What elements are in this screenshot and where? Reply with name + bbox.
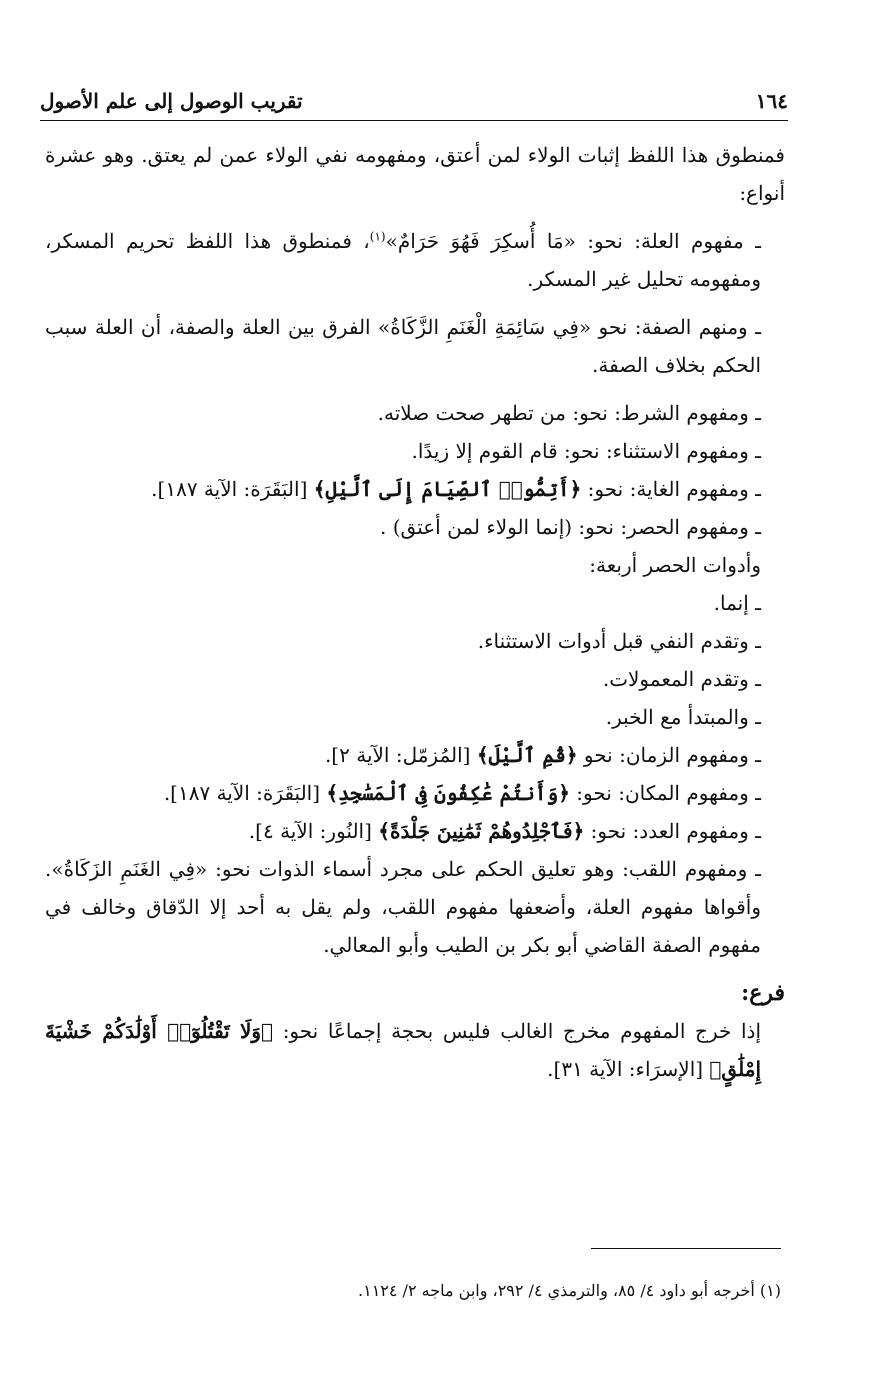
footnote-marker: (١) <box>369 229 386 244</box>
istithna-item: ـ ومفهوم الاستثناء: نحو: قام القوم إلا زيدًا. <box>411 439 761 463</box>
sifa-lead: ـ ومنهم الصفة: نحو «فِي سَائِمَةِ الْغَنَمِ الزَّكَاةُ» <box>378 315 761 339</box>
page-number: ١٦٤ <box>755 89 788 113</box>
adad-item <box>45 812 785 850</box>
makan-ref: [البَقَرَة: الآية ١٨٧]. <box>163 781 327 805</box>
intro-paragraph: فمنطوق هذا اللفظ إثبات الولاء لمن أعتق، ومفهومه نفي الولاء عمن لم يعتق. وهو عشرة أنواع: <box>45 143 785 205</box>
illa-rest: ، فمنطوق هذا اللفظ تحريم المسكر، ومفهومه تحليل غير المسكر. <box>45 229 761 291</box>
page-header <box>40 86 788 116</box>
laqab-paragraph: ـ ومفهوم اللقب: وهو تعليق الحكم على مجرد أسماء الذوات نحو: «فِي الغَنَمِ الزَكَاةُ». وأقواها مفهوم العلة، وأضعفها مفهوم اللقب، ولم يقل به أحد إلا الدّقاق وخالف في مفهوم الصفة القاضي أبو بكر بن الطيب وأبو المعالي. <box>45 857 762 957</box>
far-paragraph <box>45 1012 785 1088</box>
sifa-paragraph <box>45 308 785 384</box>
adad-ref: [النُور: الآية ٤]. <box>248 819 379 843</box>
far-ref: [الإسرَاء: الآية ٣١]. <box>547 1057 710 1081</box>
header-rule <box>40 120 788 121</box>
ghaya-item <box>45 470 785 508</box>
hasr-tool-item: ـ وتقدم النفي قبل أدوات الاستثناء. <box>477 629 761 653</box>
adad-lead: ـ ومفهوم العدد: نحو: <box>584 819 761 843</box>
far-heading: فرع: <box>741 980 785 1006</box>
sifa-rest: الفرق بين العلة والصفة، أن العلة سبب الحكم بخلاف الصفة. <box>45 315 761 377</box>
far-lead: إذا خرج المفهوم مخرج الغالب فليس بحجة إجماعًا نحو: <box>273 1019 761 1043</box>
ghaya-ayah: ﴿أَتِمُّوا۟ ٱلصِّيَامَ إِلَى ٱلَّيْلِ﴾ <box>313 477 582 501</box>
book-title: تقريب الوصول إلى علم الأصول <box>40 89 303 113</box>
zaman-ayah: ﴿قُمِ ٱلَّيْلَ﴾ <box>476 743 578 767</box>
footnote-rule <box>591 1248 781 1249</box>
illa-paragraph <box>45 222 785 298</box>
hasr-tool-item: ـ والمبتدأ مع الخبر. <box>605 705 761 729</box>
illa-lead: ـ مفهوم العلة: نحو: «مَا أُسكِرَ فَهُوَ حَرَامٌ» <box>385 229 761 253</box>
ghaya-lead: ـ ومفهوم الغاية: نحو: <box>581 477 761 501</box>
hasr-tools-title: وأدوات الحصر أربعة: <box>589 553 761 577</box>
adad-ayah: ﴿فَٱجْلِدُوهُمْ ثَمَٰنِينَ جَلْدَةً﴾ <box>378 819 585 843</box>
hasr-tool-item: ـ إنما. <box>713 591 761 615</box>
zaman-item <box>45 736 785 774</box>
page-body <box>45 136 785 1098</box>
far-ayah: ﴿وَلَا تَقْتُلُوٓا۟ أَوْلَٰدَكُمْ خَشْيَةَ إِمْلَٰقٍ﴾ <box>45 1019 761 1081</box>
makan-item <box>45 774 785 812</box>
makan-ayah: ﴿وَأَنتُمْ عَٰكِفُونَ فِى ٱلْمَسَٰجِدِ﴾ <box>326 781 570 805</box>
ghaya-ref: [البَقَرَة: الآية ١٨٧]. <box>151 477 314 501</box>
hasr-tool-item: ـ وتقدم المعمولات. <box>602 667 761 691</box>
makan-lead: ـ ومفهوم المكان: نحو: <box>569 781 761 805</box>
footnote: (١) أخرجه أبو داود ٤/ ٨٥، والترمذي ٤/ ٢٩٢، وابن ماجه ٢/ ١١٢٤. <box>358 1281 781 1300</box>
hasr-item: ـ ومفهوم الحصر: نحو: (إنما الولاء لمن أعتق) . <box>380 515 761 539</box>
zaman-lead: ـ ومفهوم الزمان: نحو <box>577 743 761 767</box>
zaman-ref: [المُزمّل: الآية ٢]. <box>324 743 477 767</box>
shart-item: ـ ومفهوم الشرط: نحو: من تطهر صحت صلاته. <box>377 401 761 425</box>
